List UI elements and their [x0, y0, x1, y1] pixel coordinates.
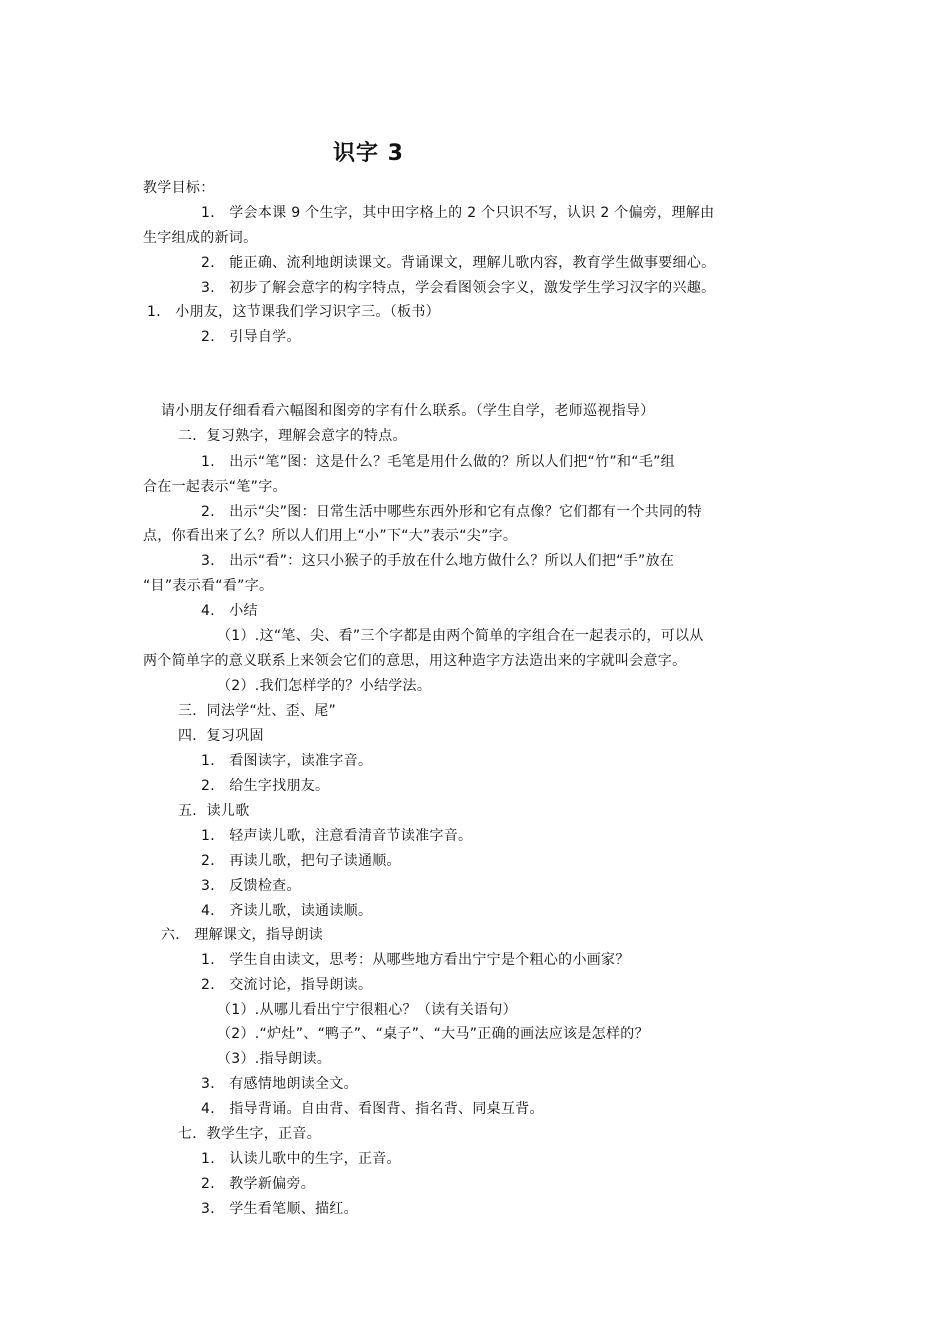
objective-3: 3． 初步了解会意字的构字特点，学会看图领会字义，激发学生学习汉字的兴趣。	[201, 280, 716, 296]
item-2-3-line-2: “目”表示看“看”字。	[143, 578, 274, 594]
item-4-1: 1． 看图读字，读准字音。	[201, 753, 373, 769]
section-heading-4: 四．复习巩固	[178, 728, 264, 744]
item-6-3: 3． 有感情地朗读全文。	[201, 1076, 358, 1092]
item-7-1: 1． 认读儿歌中的生字，正音。	[201, 1151, 401, 1167]
item-7-2: 2． 教学新偏旁。	[201, 1176, 316, 1192]
item-2-2-line-2: 点，你看出来了么？所以人们用上“小”下“大”表示“尖”字。	[143, 528, 518, 544]
summary-2: （2）.我们怎样学的？小结学法。	[217, 678, 432, 694]
item-6-2: 2． 交流讨论，指导朗读。	[201, 977, 373, 993]
item-2-1-line-2: 合在一起表示“笔”字。	[143, 479, 287, 495]
item-6-2-sub-2: （2）.“炉灶”、“鸭子”、“桌子”、“大马”正确的画法应该是怎样的？	[217, 1026, 649, 1042]
item-6-2-sub-3: （3）.指导朗读。	[217, 1051, 332, 1067]
summary-1-line-1: （1）.这“笔、尖、看”三个字都是由两个简单的字组合在一起表示的，可以从	[217, 628, 704, 644]
section-heading-objectives: 教学目标：	[143, 180, 215, 196]
item-6-1: 1． 学生自由读文，思考：从哪些地方看出宁宁是个粗心的小画家？	[201, 952, 630, 968]
page-title: 识字 3	[333, 141, 404, 166]
objective-1-line-1: 1． 学会本课 9 个生字，其中田字格上的 2 个只识不写，认识 2 个偏旁，理解由	[201, 205, 715, 221]
objective-1-line-2: 生字组成的新词。	[143, 230, 258, 246]
item-7-3: 3． 学生看笔顺、描红。	[201, 1201, 358, 1217]
item-5-2: 2． 再读儿歌，把句子读通顺。	[201, 853, 401, 869]
summary-1-line-2: 两个简单字的意义联系上来领会它们的意思，用这种造字方法造出来的字就叫会意字。	[143, 653, 687, 669]
item-2-3-line-1: 3． 出示“看”：这只小猴子的手放在什么地方做什么？所以人们把“手”放在	[201, 553, 675, 569]
item-2-2-line-1: 2． 出示“尖”图：日常生活中哪些东西外形和它有点像？它们都有一个共同的特	[201, 504, 702, 520]
item-5-4: 4． 齐读儿歌，读通读顺。	[201, 903, 373, 919]
item-2-4-summary: 4． 小结	[201, 603, 258, 619]
item-5-3: 3． 反馈检查。	[201, 878, 301, 894]
step-1-intro: 1． 小朋友，这节课我们学习识字三。（板书）	[147, 304, 440, 320]
section-heading-6: 六． 理解课文，指导朗读	[161, 927, 324, 943]
item-5-1: 1． 轻声读儿歌，注意看清音节读准字音。	[201, 828, 473, 844]
step-2-self-study: 2． 引导自学。	[201, 329, 301, 345]
item-6-2-sub-1: （1）.从哪儿看出宁宁很粗心？（读有关语句）	[217, 1002, 517, 1018]
item-6-4: 4． 指导背诵。自由背、看图背、指名背、同桌互背。	[201, 1101, 544, 1117]
section-heading-7: 七．教学生字，正音。	[178, 1126, 321, 1142]
item-2-1-line-1: 1． 出示“笔”图：这是什么？毛笔是用什么做的？所以人们把“竹”和“毛”组	[201, 454, 675, 470]
self-study-instruction: 请小朋友仔细看看六幅图和图旁的字有什么联系。（学生自学，老师巡视指导）	[161, 403, 655, 419]
objective-2: 2． 能正确、流利地朗读课文。背诵课文，理解儿歌内容，教育学生做事要细心。	[201, 255, 716, 271]
section-heading-3: 三．同法学“灶、歪、尾”	[178, 703, 337, 719]
section-heading-2: 二．复习熟字，理解会意字的特点。	[178, 428, 407, 444]
item-4-2: 2． 给生字找朋友。	[201, 778, 330, 794]
section-heading-5: 五．读儿歌	[178, 803, 250, 819]
